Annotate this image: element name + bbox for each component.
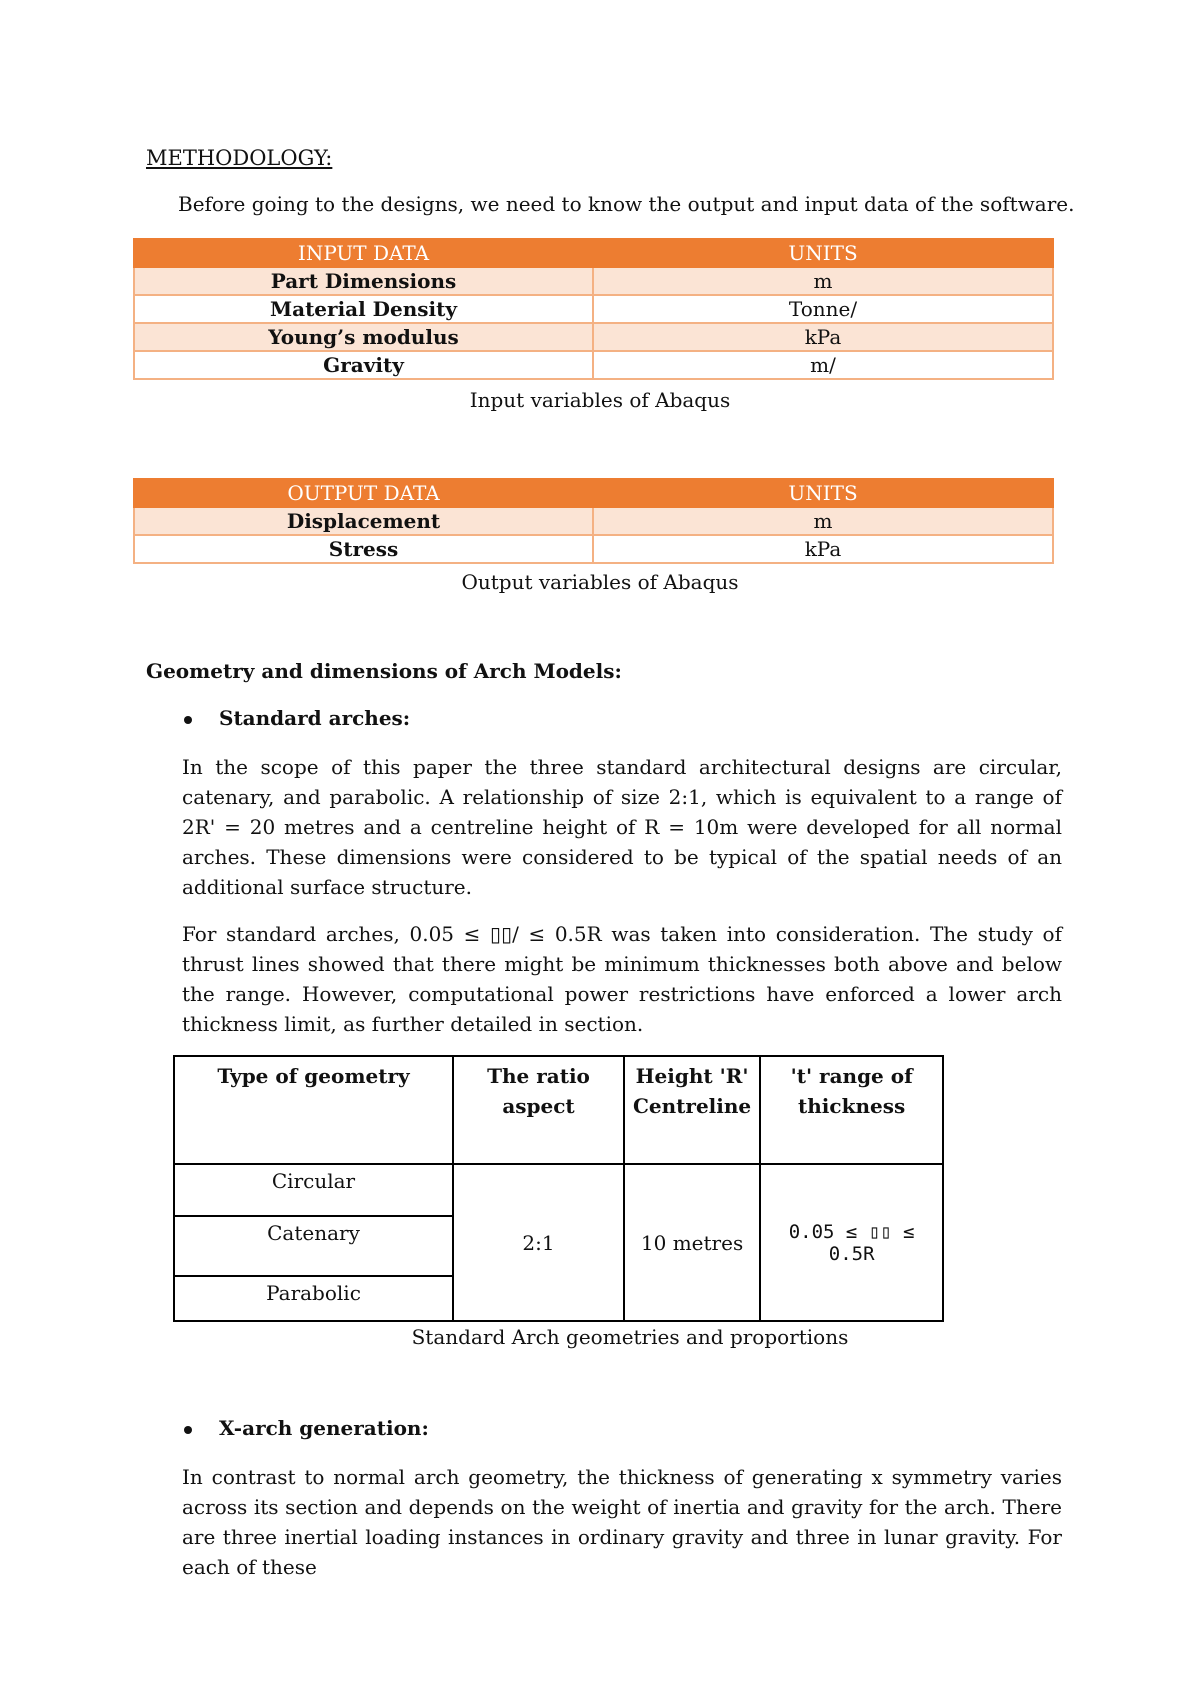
page-heading: METHODOLOGY: bbox=[146, 146, 333, 170]
table-row bbox=[134, 323, 1053, 351]
row-label: Stress bbox=[134, 535, 593, 563]
standard-arches-heading: Standard arches: bbox=[219, 706, 411, 730]
column-header: OUTPUT DATA bbox=[134, 479, 593, 507]
input-data-table bbox=[133, 238, 1054, 380]
geometry-type-cell: Catenary bbox=[174, 1216, 453, 1276]
ratio-cell: 2:1 bbox=[453, 1164, 624, 1321]
intro-paragraph: Before going to the designs, we need to know the output and input data of the software. bbox=[178, 192, 1075, 216]
row-label: Displacement bbox=[134, 507, 593, 535]
row-label: Young’s modulus bbox=[134, 323, 593, 351]
column-header: 't' range of thickness bbox=[760, 1056, 943, 1164]
row-unit: m/ bbox=[593, 351, 1053, 379]
column-header: Type of geometry bbox=[174, 1056, 453, 1164]
standard-paragraph-2: For standard arches, 0.05 ≤ ▯▯/ ≤ 0.5R was taken into consideration. The study of thrust lines showed that there might be minimum thicknesses both above and below the range. However, computational power restrictions have enforced a lower arch thickness limit, as further detailed in section. bbox=[182, 922, 1062, 1036]
table-row bbox=[134, 535, 1053, 563]
column-header: Height 'R' Centreline bbox=[624, 1056, 760, 1164]
row-unit: Tonne/ bbox=[593, 295, 1053, 323]
table-header-row bbox=[174, 1056, 943, 1164]
column-header: UNITS bbox=[593, 239, 1053, 267]
table-row bbox=[134, 351, 1053, 379]
row-label: Part Dimensions bbox=[134, 267, 593, 295]
table-row bbox=[174, 1164, 943, 1216]
table-row bbox=[134, 507, 1053, 535]
column-header: INPUT DATA bbox=[134, 239, 593, 267]
row-label: Gravity bbox=[134, 351, 593, 379]
output-table-caption: Output variables of Abaqus bbox=[461, 570, 739, 594]
arch-geometry-table bbox=[173, 1055, 944, 1322]
row-unit: m bbox=[593, 267, 1053, 295]
xarch-paragraph: In contrast to normal arch geometry, the thickness of generating x symmetry varies across its section and depends on the weight of inertia and gravity for the arch. There are three inertial loading instances in ordinary gravity and three in lunar gravity. For each of these bbox=[182, 1465, 1062, 1579]
table-header-row bbox=[134, 239, 1053, 267]
xarch-heading: X-arch generation: bbox=[219, 1416, 429, 1440]
standard-paragraph-1: In the scope of this paper the three standard architectural designs are circular, catenary, and parabolic. A relationship of size 2:1, which is equivalent to a range of 2R' = 20 metres and a centreline height of R = 10m were developed for all normal arches. These dimensions were considered to be typical of the spatial needs of an additional surface structure. bbox=[182, 755, 1062, 899]
arch-table-caption: Standard Arch geometries and proportions bbox=[411, 1325, 849, 1349]
geometry-heading: Geometry and dimensions of Arch Models: bbox=[146, 659, 622, 683]
row-unit: kPa bbox=[593, 323, 1053, 351]
table-row bbox=[134, 295, 1053, 323]
row-unit: m bbox=[593, 507, 1053, 535]
thickness-cell: 0.05 ≤ ▯▯ ≤ 0.5R bbox=[760, 1164, 943, 1321]
height-cell: 10 metres bbox=[624, 1164, 760, 1321]
input-table-caption: Input variables of Abaqus bbox=[469, 388, 731, 412]
bullet-icon bbox=[184, 1426, 192, 1434]
column-header: UNITS bbox=[593, 479, 1053, 507]
table-row bbox=[134, 267, 1053, 295]
bullet-icon bbox=[184, 716, 192, 724]
geometry-type-cell: Circular bbox=[174, 1164, 453, 1216]
table-header-row bbox=[134, 479, 1053, 507]
output-data-table bbox=[133, 478, 1054, 564]
column-header: The ratio aspect bbox=[453, 1056, 624, 1164]
geometry-type-cell: Parabolic bbox=[174, 1276, 453, 1321]
row-label: Material Density bbox=[134, 295, 593, 323]
row-unit: kPa bbox=[593, 535, 1053, 563]
